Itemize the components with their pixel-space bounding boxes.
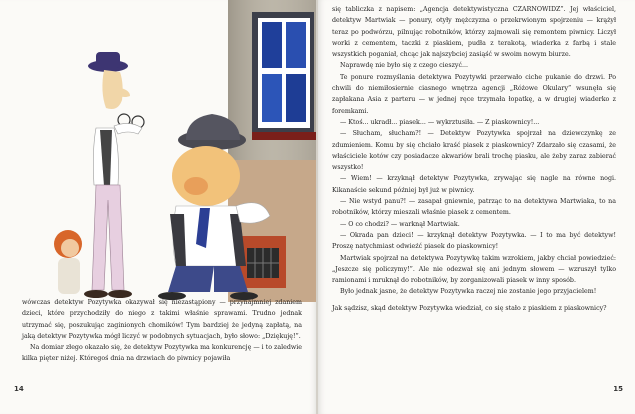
- question: Jak sądzisz, skąd detektyw Pozytywka wiedział, co się stało z piaskiem z piaskownicy?: [332, 304, 607, 312]
- illustration: [0, 0, 317, 302]
- paragraph: — Okrada pan dzieci! — krzyknął detektyw Pozytywka. — I to ma być detektyw! Proszę natychmiast odwieźć piasek do piaskownicy!: [332, 231, 616, 251]
- paragraph: — Wiem! — krzyknął detektyw Pozytywka, zrywając się nagle na równe nogi. Kikanaście sekund później był już w piwnicy.: [332, 175, 616, 194]
- paragraph: Te ponure rozmyślania detektywa Pozytywki przerwało ciche pukanie do drzwi. Po chwili do niemiłosiernie ciasnego wnętrza agencji „Różowe Okulary” wsunęła się zapłakana Asia z parteru — w jednej ręce trzymała łopatkę, a w drugiej wiaderko z foremkami.: [332, 73, 616, 115]
- paragraph: — Nie wstyd panu?! — zasapał gniewnie, patrząc to na detektywa Martwiaka, to na robotników, którzy mieszali właśnie piasek z cementem.: [332, 198, 616, 217]
- right-page: [318, 0, 635, 414]
- paragraph: Martwiak spojrzał na detektywa Pozytywkę takim wzrokiem, jakby chciał powiedzieć: „Jeszcze się policzymy!”. Ale nie odezwał się ani jednym słowem — wzruszył tylko ramionami i mruknął do robotników, by zorganizowali piasek w inny sposób.: [332, 254, 616, 285]
- paragraph: Naprawdę nie było się z czego cieszyć...: [340, 62, 469, 70]
- paragraph: się tabliczka z napisem: „Agencja detektywistyczna CZARNOWIDZ”. Jej właściciel, detektyw Martwiak — ponury, otyły mężczyzna o przekrwionym spojrzeniu — krążył teraz po podwórzu, pilnując robotników, którzy zajmowali się remontem piwnicy. Liczył worki z cementem, taczki z piaskiem, pudła z terakotą, wiaderka z farbą i stale wszystkich poganiał, chcąc jak najszybciej zasiąść w swoim nowym biurze.: [332, 6, 616, 59]
- girl: [54, 230, 82, 294]
- tall-detective: [84, 52, 144, 298]
- paragraph: — Słucham, słucham?! — Detektyw Pozytywka spojrzał na dziewczynkę ze zdumieniem. Komu by się chciało kraść piasek z piaskownicy? Zdarzało się czasami, że właściciele kotów czy posiadacze akwariów brali trochę piasku, ale żeby zaraz zabierać wszystko!: [332, 130, 616, 172]
- paragraph: Na domiar złego okazało się, że detektyw Pozytywka ma konkurencję — i to zaledwie kilka pięter niżej. Któregoś dnia na drzwiach do piwnicy pojawiła: [22, 344, 302, 363]
- left-page-text: [22, 297, 302, 365]
- paragraph: Było jednak jasne, że detektyw Pozytywka raczej nie zostanie jego przyjacielem!: [340, 288, 597, 296]
- right-page-text: [332, 4, 616, 314]
- page-number: 14: [14, 385, 24, 393]
- page-number: 15: [613, 385, 623, 393]
- left-page: [0, 0, 317, 414]
- paragraph: — O co chodzi? — warknął Martwiak.: [340, 220, 460, 228]
- paragraph: wówczas detektyw Pozytywka okazywał się niezastąpiony — przynajmniej zdaniem dzieci, które przychodziły do niego z takimi właśnie sprawami. Trudno jednak utrzymać się, poszukując zaginionych chomików! Tym bardziej że jedyną zapłatą, na jaką detektyw Pozytywka mógł liczyć w podobnych sytuacjach, było słowo: „Dziękuję!”.: [22, 299, 302, 340]
- paragraph: — Ktoś... ukradł... piasek... — wykrztusiła. — Z piaskownicy!...: [340, 118, 540, 126]
